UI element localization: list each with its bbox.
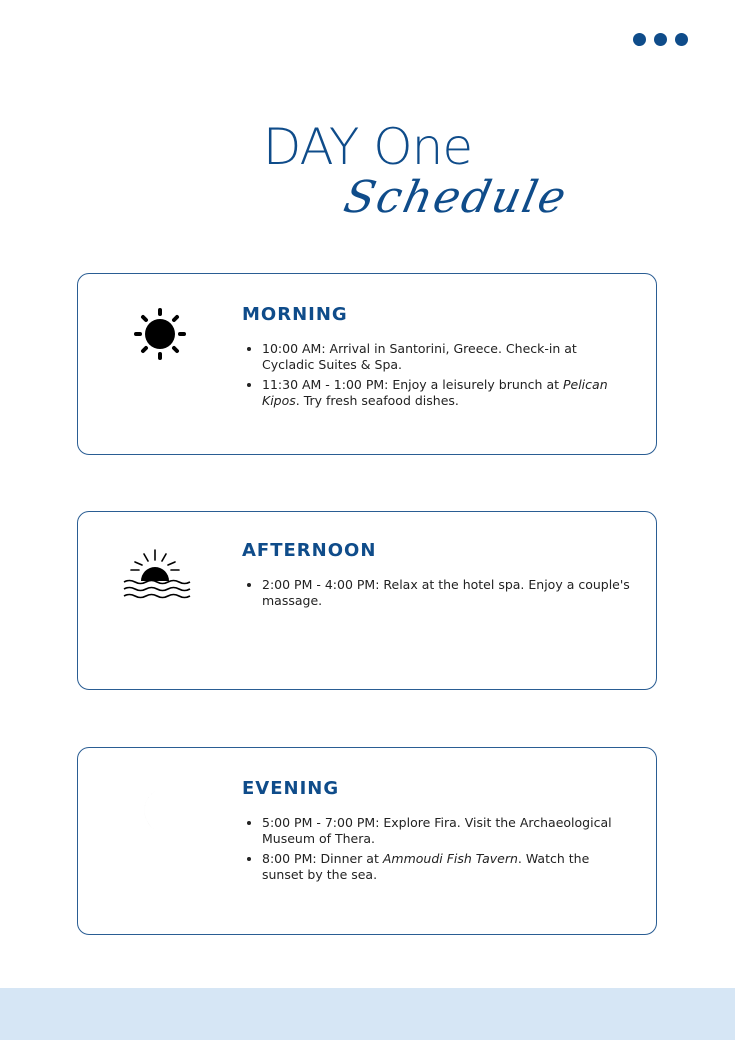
schedule-list — [242, 815, 632, 883]
schedule-list — [242, 341, 632, 409]
list-item: • 11:30 AM - 1:00 PM: Enjoy a leisurely brunch at Pelican Kipos. Try fresh seafood dishes. — [262, 377, 632, 409]
page-subtitle: Schedule — [339, 172, 573, 223]
sun-icon — [122, 296, 198, 372]
page-title: DAY One — [262, 118, 473, 176]
dot — [654, 33, 667, 46]
schedule-list — [242, 577, 632, 609]
sunset-waves-icon — [122, 538, 198, 614]
footer-band — [0, 988, 735, 1040]
list-item: • 2:00 PM - 4:00 PM: Relax at the hotel spa. Enjoy a couple's massage. — [262, 577, 632, 609]
section-heading: EVENING — [242, 778, 340, 799]
afternoon-card — [77, 511, 657, 690]
section-heading: AFTERNOON — [242, 540, 377, 561]
dot — [633, 33, 646, 46]
morning-card — [77, 273, 657, 455]
evening-card — [77, 747, 657, 935]
crescent-moon-icon — [122, 772, 198, 848]
more-dots-icon[interactable] — [633, 33, 688, 46]
list-item: • 5:00 PM - 7:00 PM: Explore Fira. Visit the Archaeological Museum of Thera. — [262, 815, 632, 847]
dot — [675, 33, 688, 46]
section-heading: MORNING — [242, 304, 348, 325]
list-item: • 10:00 AM: Arrival in Santorini, Greece. Check-in at Cycladic Suites & Spa. — [262, 341, 632, 373]
list-item: • 8:00 PM: Dinner at Ammoudi Fish Tavern. Watch the sunset by the sea. — [262, 851, 632, 883]
